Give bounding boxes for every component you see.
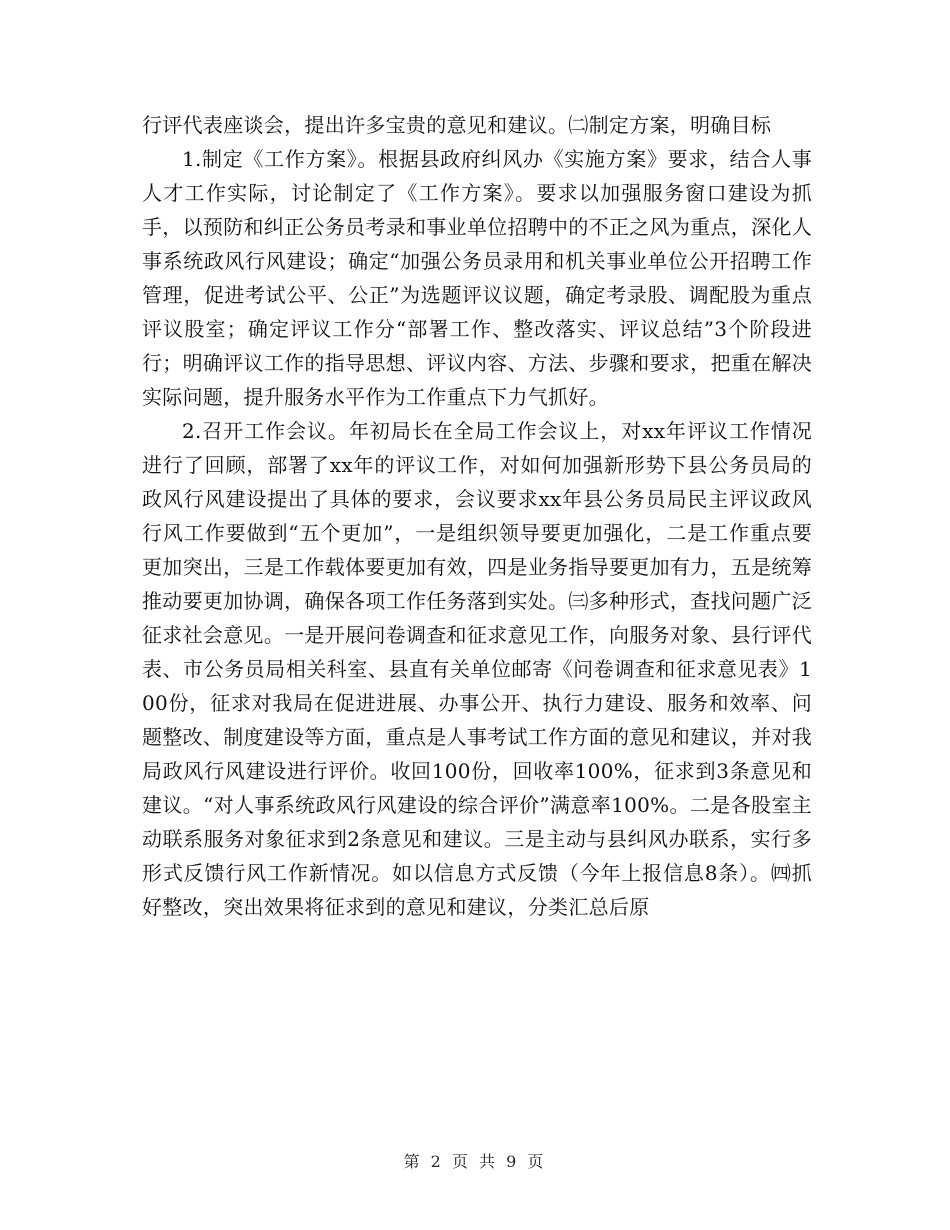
paragraph-work-meeting: 2.召开工作会议。年初局长在全局工作会议上，对xx年评议工作情况进行了回顾，部署了xx年的评议工作，对如何加强新形势下县公务员局的政风行风建设提出了具体的要求，会议要求xx年县公务员局民主评议政风行风工作要做到“五个更加”，一是组织领导要更加强化，二是工作重点要更加突出，三是工作载体要更加有效，四是业务指导要更加有力，五是统筹推动要更加协调，确保各项工作任务落到实处。㈢多种形式，查找问题广泛征求社会意见。一是开展问卷调查和征求意见工作，向服务对象、县行评代表、市公务员局相关科室、县直有关单位邮寄《问卷调查和征求意见表》100份，征求对我局在促进进展、办事公开、执行力建设、服务和效率、问题整改、制度建设等方面，重点是人事考试工作方面的意见和建议，并对我局政风行风建设进行评价。收回100份，回收率100%，征求到3条意见和建议。“对人事系统政风行风建设的综合评价”满意率100%。二是各股室主动联系服务对象征求到2条意见和建议。三是主动与县纠风办联系，实行多形式反馈行风工作新情况。如以信息方式反馈（今年上报信息8条）。㈣抓好整改，突出效果将征求到的意见和建议，分类汇总后原: [142, 419, 812, 919]
page-number-footer: 第 2 页 共 9 页: [403, 1152, 547, 1171]
paragraph-work-plan: 1.制定《工作方案》。根据县政府纠风办《实施方案》要求，结合人事人才工作实际，讨论制定了《工作方案》。要求以加强服务窗口建设为抓手，以预防和纠正公务员考录和事业单位招聘中的不正之风为重点，深化人事系统政风行风建设；确定“加强公务员录用和机关事业单位公开招聘工作管理，促进考试公平、公正”为选题评议议题，确定考录股、调配股为重点评议股室；确定评议工作分“部署工作、整改落实、评议总结”3个阶段进行；明确评议工作的指导思想、评议内容、方法、步骤和要求，把重在解决实际问题，提升服务水平作为工作重点下力气抓好。: [142, 147, 812, 409]
paragraph-intro: 行评代表座谈会，提出许多宝贵的意见和建议。㈡制定方案，明确目标: [142, 113, 772, 137]
document-body: [142, 108, 812, 924]
